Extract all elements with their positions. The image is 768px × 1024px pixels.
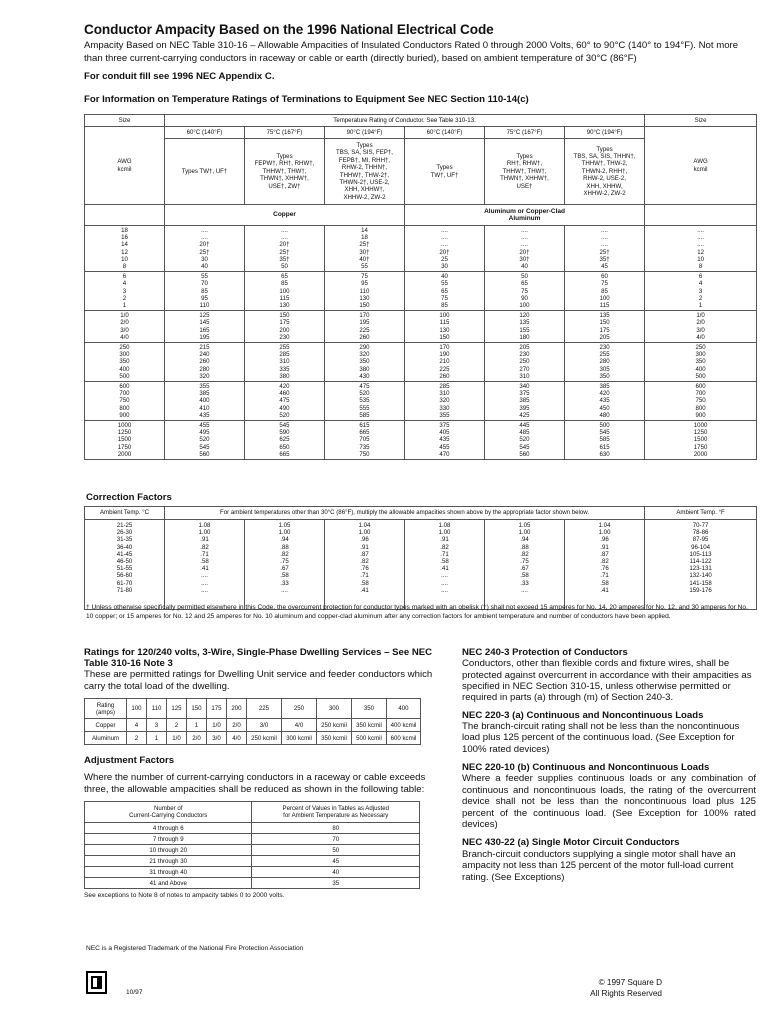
copper-90-cell: 290 320 350 380 430 [325, 343, 405, 382]
copper-size-cell: 250 kcmil [317, 719, 352, 732]
copper-size-cell: 1/0 [207, 719, 227, 732]
size-cell: 1/0 2/0 3/0 4/0 [85, 311, 165, 343]
types-a90: Types TBS, SA, SIS, THHN†, THHW†, THW-2, THWN-2, RHH†, RHW-2, USE-2, XHH, XHHW, XHHW-2, ZW-2 [565, 139, 645, 205]
rating-cell: 350 [352, 699, 387, 719]
awg-kcmil-label-right: AWG kcmil [645, 127, 757, 205]
aluminum-90-cell: .... .... .... 25† 35† 45 [565, 226, 645, 272]
temp-rating-header: Temperature Rating of Conductor. See Table 310-13. [165, 115, 645, 127]
aluminum-row-label: Aluminum [85, 732, 127, 745]
aluminum-90-cell: 385 420 435 450 480 [565, 382, 645, 421]
right-column [462, 647, 756, 883]
nec-220-10-heading: NEC 220-10 (b) Continuous and Noncontinuous Loads [462, 762, 710, 774]
copper-size-cell: 2 [167, 719, 187, 732]
temp-header-a60: 60°C (140°F) [405, 127, 485, 139]
table-row [85, 878, 420, 889]
rating-cell: 300 [317, 699, 352, 719]
factor-a60: 1.08 1.00 .91 .82 .71 .58 .41 .... .... .... [405, 520, 485, 610]
aluminum-90-cell: 230 255 280 305 350 [565, 343, 645, 382]
copper-size-cell: 3/0 [247, 719, 282, 732]
ambient-f-header: Ambient Temp. °F [645, 507, 757, 520]
table-row [85, 272, 757, 311]
types-c60: Types TW†, UF† [165, 139, 245, 205]
factor-c90: 1.04 1.00 .96 .91 .87 .82 .76 .71 .58 .41 [325, 520, 405, 610]
rating-cell: 400 [387, 699, 421, 719]
aluminum-size-cell: 1 [147, 732, 167, 745]
temp-header-c90: 90°C (194°F) [325, 127, 405, 139]
obelisk-footnote: † Unless otherwise specifically permitted elsewhere in this Code, the overcurrent protection for conductor types marked with an obelisk (†) shall not exceed 15 amperes for No. 14, 20 amperes for No. 12, and 30 amperes for No. 10 copper; or 15 amperes for No. 12 and 25 amperes for No. 10 aluminum and copper-clad aluminum after any correction factors for ambient temperature and number of conductors have been applied. [86, 604, 748, 620]
aluminum-size-cell: 2/0 [187, 732, 207, 745]
aluminum-60-cell: .... .... .... 20† 25 30 [405, 226, 485, 272]
copper-75-cell: 255 285 310 335 380 [245, 343, 325, 382]
size-cell-right: 250 300 350 400 500 [645, 343, 757, 382]
copper-75-cell: 545 590 625 650 665 [245, 421, 325, 460]
factor-c75: 1.05 1.00 .94 .88 .82 .75 .67 .58 .33 .... [245, 520, 325, 610]
aluminum-size-cell: 4/0 [227, 732, 247, 745]
ambient-c-values: 21-25 26-30 31-35 36-40 41-45 46-50 51-55 56-60 61-70 71-80 [85, 520, 165, 610]
size-cell-right: 600 700 750 800 900 [645, 382, 757, 421]
percent-cell: 70 [252, 834, 420, 845]
adjustment-text: Where the number of current-carrying conductors in a raceway or cable exceeds three, the allowable ampacities shall be reduced as shown in the following table: [84, 772, 426, 795]
adjustment-heading: Adjustment Factors [84, 755, 175, 767]
aluminum-60-cell: 170 190 210 225 260 [405, 343, 485, 382]
table-row [85, 845, 420, 856]
copyright-line: © 1997 Square D [598, 978, 662, 987]
size-cell-right: 1000 1250 1500 1750 2000 [645, 421, 757, 460]
aluminum-label: Aluminum or Copper-Clad Aluminum [405, 205, 645, 226]
conductor-count-cell: 41 and Above [85, 878, 252, 889]
copper-90-cell: 14 18 25† 30† 40† 55 [325, 226, 405, 272]
table-row [85, 226, 757, 272]
copper-size-cell: 2/0 [227, 719, 247, 732]
square-d-logo [86, 971, 107, 994]
size-cell-right: 6 4 3 2 1 [645, 272, 757, 311]
aluminum-size-cell: 600 kcmil [387, 732, 421, 745]
copper-75-cell: .... .... 20† 25† 35† 50 [245, 226, 325, 272]
percent-cell: 35 [252, 878, 420, 889]
temp-header-a90: 90°C (194°F) [565, 127, 645, 139]
nec-220-3-heading: NEC 220-3 (a) Continuous and Noncontinuous Loads [462, 709, 704, 721]
factor-a75: 1.05 1.00 .94 .88 .82 .75 .67 .58 .33 .... [485, 520, 565, 610]
temp-header-a75: 75°C (167°F) [485, 127, 565, 139]
aluminum-size-cell: 500 kcmil [352, 732, 387, 745]
percent-cell: 80 [252, 823, 420, 834]
table-row [85, 382, 757, 421]
percent-cell: 50 [252, 845, 420, 856]
dwelling-text: These are permitted ratings for Dwelling Unit service and feeder conductors which carry the total load of the dwelling. [84, 669, 433, 692]
copper-75-cell: 150 175 200 230 [245, 311, 325, 343]
adjustment-col-percent: Percent of Values in Tables as Adjusted for Ambient Temperature as Necessary [252, 802, 420, 823]
copper-75-cell: 65 85 100 115 130 [245, 272, 325, 311]
size-cell: 250 300 350 400 500 [85, 343, 165, 382]
aluminum-75-cell: .... .... .... 20† 30† 40 [485, 226, 565, 272]
conductor-count-cell: 7 through 9 [85, 834, 252, 845]
dwelling-ratings-table [84, 698, 421, 745]
temp-header-c60: 60°C (140°F) [165, 127, 245, 139]
aluminum-75-cell: 445 485 520 545 560 [485, 421, 565, 460]
copper-size-cell: 400 kcmil [387, 719, 421, 732]
factor-a90: 1.04 1.00 .96 .91 .87 .82 .76 .71 .58 .41 [565, 520, 645, 610]
table-row [85, 311, 757, 343]
aluminum-90-cell: 60 75 85 100 115 [565, 272, 645, 311]
size-cell: 18 16 14 12 10 8 [85, 226, 165, 272]
page-subtitle: Ampacity Based on NEC Table 310-16 – Allowable Ampacities of Insulated Conductors Rated 0 through 2000 Volts, 60° to 90°C (140° to 194°F). Not more than three current-carrying conductors in raceway or cable or earth (directly buried), based on ambient temperature of 30°C (86°F) [84, 40, 739, 64]
aluminum-60-cell: 100 115 130 150 [405, 311, 485, 343]
conductor-count-cell: 4 through 6 [85, 823, 252, 834]
factor-c60: 1.08 1.00 .91 .82 .71 .58 .41 .... .... .... [165, 520, 245, 610]
size-cell-right: .... .... .... 12 10 8 [645, 226, 757, 272]
copper-75-cell: 420 460 475 490 520 [245, 382, 325, 421]
rating-cell: 200 [227, 699, 247, 719]
size-cell: 600 700 750 800 900 [85, 382, 165, 421]
rating-cell: 175 [207, 699, 227, 719]
size-cell: 6 4 3 2 1 [85, 272, 165, 311]
copper-60-cell: 215 240 260 280 320 [165, 343, 245, 382]
copper-90-cell: 170 195 225 260 [325, 311, 405, 343]
copyright [590, 978, 662, 999]
aluminum-75-cell: 120 135 155 180 [485, 311, 565, 343]
table-row [85, 867, 420, 878]
table-row [85, 834, 420, 845]
document-date: 10/97 [126, 989, 143, 996]
aluminum-60-cell: 285 310 320 330 355 [405, 382, 485, 421]
nec-220-3-text: The branch-circuit rating shall not be less than the noncontinuous load plus 125 percent of the continuous load. (See Exception for 100% rated devices) [462, 721, 740, 755]
copper-size-cell: 4 [127, 719, 147, 732]
dwelling-heading: Ratings for 120/240 volts, 3-Wire, Single-Phase Dwelling Services – See NEC Table 310-16 Note 3 [84, 647, 433, 670]
left-column [84, 647, 434, 899]
copper-size-cell: 350 kcmil [352, 719, 387, 732]
types-c75: Types FEPW†, RH†, RHW†, THHW†, THW†, THWN†, XHHW†, USE†, ZW† [245, 139, 325, 205]
awg-kcmil-label: AWG kcmil [85, 127, 165, 205]
rating-cell: 250 [282, 699, 317, 719]
aluminum-60-cell: 40 55 65 75 85 [405, 272, 485, 311]
conductor-count-cell: 21 through 30 [85, 856, 252, 867]
page-title: Conductor Ampacity Based on the 1996 National Electrical Code [84, 22, 494, 37]
nec-240-3-heading: NEC 240-3 Protection of Conductors [462, 647, 628, 658]
aluminum-75-cell: 340 375 385 395 425 [485, 382, 565, 421]
nec-430-22-text: Branch-circuit conductors supplying a single motor shall have an ampacity not less than 125 percent of the motor full-load current rating. (See Exceptions) [462, 848, 736, 883]
types-a60: Types TW†, UF† [405, 139, 485, 205]
aluminum-90-cell: 135 150 175 205 [565, 311, 645, 343]
rating-cell: 110 [147, 699, 167, 719]
size-header: Size [85, 115, 165, 127]
percent-cell: 40 [252, 867, 420, 878]
ambient-f-values: 70-77 78-86 87-95 96-104 105-113 114-122 123-131 132-140 141-158 159-176 [645, 520, 757, 610]
temperature-rating-note: For Information on Temperature Ratings of Terminations to Equipment See NEC Section 110-14(c) [84, 94, 529, 105]
rating-label: Rating (amps) [85, 699, 127, 719]
aluminum-90-cell: 500 545 585 615 630 [565, 421, 645, 460]
size-header-right: Size [645, 115, 757, 127]
copper-size-cell: 3 [147, 719, 167, 732]
copper-60-cell: 455 495 520 545 560 [165, 421, 245, 460]
aluminum-size-cell: 250 kcmil [247, 732, 282, 745]
aluminum-size-cell: 3/0 [207, 732, 227, 745]
copper-row-label: Copper [85, 719, 127, 732]
copper-size-cell: 4/0 [282, 719, 317, 732]
aluminum-75-cell: 50 65 75 90 100 [485, 272, 565, 311]
nec-240-3-text: Conductors, other than flexible cords and fixture wires, shall be protected against overcurrent in accordance with their ampacities as specified in NEC Section 310-15, unless otherwise permitted or required in parts (a) through (m) of Section 240-3. [462, 658, 752, 704]
rating-cell: 100 [127, 699, 147, 719]
aluminum-size-cell: 1/0 [167, 732, 187, 745]
nec-430-22-heading: NEC 430-22 (a) Single Motor Circuit Conductors [462, 837, 680, 849]
aluminum-60-cell: 375 405 435 455 470 [405, 421, 485, 460]
table-row [85, 856, 420, 867]
copper-90-cell: 475 520 535 555 585 [325, 382, 405, 421]
table-row [85, 343, 757, 382]
ampacity-table [84, 114, 757, 460]
copper-60-cell: 355 385 400 410 435 [165, 382, 245, 421]
size-cell: 1000 1250 1500 1750 2000 [85, 421, 165, 460]
nec-220-10-text: Where a feeder supplies continuous loads or any combination of continuous and noncontinuous loads, the rating of the overcurrent device shall not be less than the noncontinuous load plus 125 percent of the continuous load. (See Exception for 100% rated devices) [462, 773, 756, 831]
adjustment-exceptions-note: See exceptions to Note 8 of notes to ampacity tables 0 to 2000 volts. [84, 892, 285, 900]
size-cell-right: 1/0 2/0 3/0 4/0 [645, 311, 757, 343]
temp-header-c75: 75°C (167°F) [245, 127, 325, 139]
conductor-count-cell: 31 through 40 [85, 867, 252, 878]
correction-factors-table [84, 506, 757, 610]
conductor-count-cell: 10 through 20 [85, 845, 252, 856]
copper-size-cell: 1 [187, 719, 207, 732]
table-row [85, 421, 757, 460]
copper-60-cell: 55 70 85 95 110 [165, 272, 245, 311]
copper-label: Copper [165, 205, 405, 226]
correction-factors-title: Correction Factors [86, 492, 172, 503]
trademark-note: NEC is a Registered Trademark of the National Fire Protection Association [86, 945, 304, 952]
aluminum-size-cell: 2 [127, 732, 147, 745]
aluminum-size-cell: 300 kcmil [282, 732, 317, 745]
conduit-fill-note: For conduit fill see 1996 NEC Appendix C. [84, 71, 275, 82]
rating-cell: 225 [247, 699, 282, 719]
aluminum-size-cell: 350 kcmil [317, 732, 352, 745]
copper-60-cell: 125 145 165 195 [165, 311, 245, 343]
percent-cell: 45 [252, 856, 420, 867]
table-row [85, 823, 420, 834]
rights-line: All Rights Reserved [590, 988, 662, 998]
copper-90-cell: 75 95 110 130 150 [325, 272, 405, 311]
types-c90: Types TBS, SA, SIS, FEP†, FEPB†, MI, RHH†, RHW-2, THHN†, THHW†, THW-2†, THWN-2†, USE-2, XHH, XHHW†, XHHW-2, ZW-2 [325, 139, 405, 205]
aluminum-75-cell: 205 230 250 270 310 [485, 343, 565, 382]
rating-cell: 150 [187, 699, 207, 719]
rating-cell: 125 [167, 699, 187, 719]
adjustment-col-conductors: Number of Current-Carrying Conductors [85, 802, 252, 823]
copper-60-cell: .... .... 20† 25† 30 40 [165, 226, 245, 272]
copper-90-cell: 615 665 705 735 750 [325, 421, 405, 460]
types-a75: Types RH†, RHW†, THHW†, THW†, THWN†, XHHW†, USE† [485, 139, 565, 205]
correction-description: For ambient temperatures other than 30°C (86°F), multiply the allowable ampacities shown above by the appropriate factor shown below. [165, 507, 645, 520]
adjustment-table [84, 801, 420, 889]
ambient-c-header: Ambient Temp. °C [85, 507, 165, 520]
